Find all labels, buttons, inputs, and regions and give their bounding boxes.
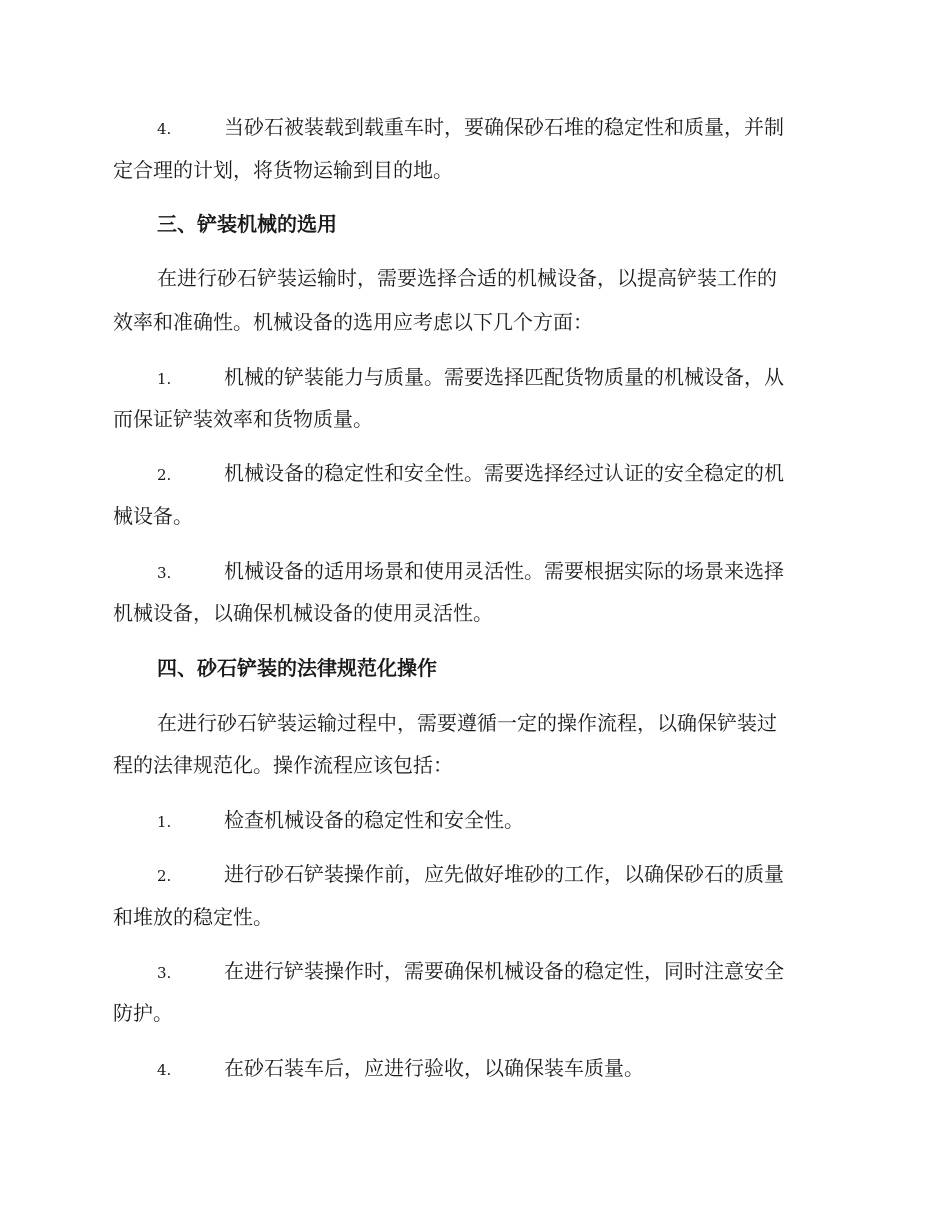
- list-item-text-cont: 定合理的计划，将货物运输到目的地。: [113, 158, 453, 182]
- list-item-text: 检查机械设备的稳定性和安全性。: [224, 808, 524, 832]
- paragraph-line: 在进行砂石铲装运输过程中，需要遵循一定的操作流程，以确保铲装过: [157, 711, 777, 735]
- list-item-text-cont: 械设备。: [113, 504, 193, 528]
- section-heading: 四、砂石铲装的法律规范化操作: [157, 656, 437, 680]
- list-item-text: 机械设备的稳定性和安全性。需要选择经过认证的安全稳定的机: [224, 461, 784, 485]
- list-item-number: 3.: [157, 964, 172, 982]
- list-item-text: 机械设备的适用场景和使用灵活性。需要根据实际的场景来选择: [224, 559, 784, 583]
- list-item-number: 2.: [157, 466, 172, 484]
- paragraph-line: 程的法律规范化。操作流程应该包括：: [113, 753, 453, 777]
- list-item-text: 当砂石被装载到载重车时，要确保砂石堆的稳定性和质量，并制: [224, 115, 784, 139]
- list-item-text-cont: 而保证铲装效率和货物质量。: [113, 407, 373, 431]
- list-item-text: 在砂石装车后，应进行验收，以确保装车质量。: [224, 1056, 644, 1080]
- list-item-text: 在进行铲装操作时，需要确保机械设备的稳定性，同时注意安全: [224, 959, 784, 983]
- list-item-text-cont: 机械设备，以确保机械设备的使用灵活性。: [113, 601, 493, 625]
- list-item-text-cont: 和堆放的稳定性。: [113, 905, 273, 929]
- list-item-number: 1.: [157, 370, 172, 388]
- list-item-text: 机械的铲装能力与质量。需要选择匹配货物质量的机械设备，从: [224, 365, 784, 389]
- list-item-number: 4.: [157, 1061, 172, 1079]
- list-item-number: 3.: [157, 564, 172, 582]
- paragraph-line: 在进行砂石铲装运输时，需要选择合适的机械设备，以提高铲装工作的: [157, 266, 777, 290]
- list-item-number: 2.: [157, 867, 172, 885]
- list-item-text: 进行砂石铲装操作前，应先做好堆砂的工作，以确保砂石的质量: [224, 862, 784, 886]
- list-item-number: 1.: [157, 813, 172, 831]
- paragraph-line: 效率和准确性。机械设备的选用应考虑以下几个方面：: [113, 310, 593, 334]
- list-item-text-cont: 防护。: [113, 1001, 173, 1025]
- section-heading: 三、铲装机械的选用: [157, 212, 337, 236]
- list-item-number: 4.: [157, 120, 172, 138]
